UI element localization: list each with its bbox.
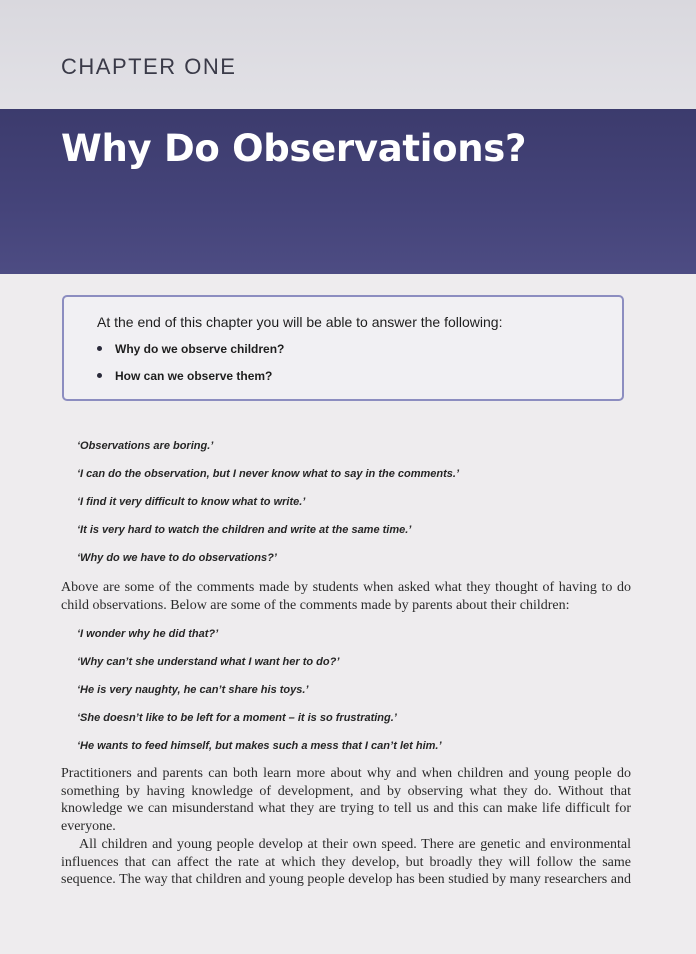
objectives-list bbox=[97, 341, 284, 395]
student-quote: ‘Why do we have to do observations?’ bbox=[77, 552, 277, 564]
bullet-icon bbox=[97, 346, 102, 351]
parent-quote: ‘She doesn’t like to be left for a moment – it is so frustrating.’ bbox=[77, 712, 397, 724]
text-line: everyone. bbox=[61, 818, 116, 834]
text-line: Practitioners and parents can both learn more about why and when children and young people do bbox=[61, 766, 631, 781]
student-quote: ‘I find it very difficult to know what to write.’ bbox=[77, 496, 306, 508]
learning-objectives-box bbox=[62, 295, 624, 401]
bullet-icon bbox=[97, 373, 102, 378]
objectives-intro: At the end of this chapter you will be able to answer the following: bbox=[97, 314, 503, 330]
parent-quote: ‘He is very naughty, he can’t share his toys.’ bbox=[77, 684, 309, 696]
body-paragraph-2 bbox=[61, 836, 631, 889]
student-quote: ‘I can do the observation, but I never know what to say in the comments.’ bbox=[77, 468, 460, 480]
chapter-title-band bbox=[0, 109, 696, 274]
chapter-title: Why Do Observations? bbox=[61, 127, 527, 170]
parent-quote: ‘Why can’t she understand what I want her to do?’ bbox=[77, 656, 340, 668]
text-line: Above are some of the comments made by students when asked what they thought of having to do bbox=[61, 580, 631, 595]
text-line: knowledge we can misunderstand what they are trying to tell us and this can make life difficult for bbox=[61, 801, 631, 816]
objective-text: Why do we observe children? bbox=[115, 342, 285, 356]
student-quote: ‘It is very hard to watch the children and write at the same time.’ bbox=[77, 524, 412, 536]
text-line: child observations. Below are some of the comments made by parents about their children: bbox=[61, 597, 570, 613]
objective-item bbox=[97, 341, 284, 368]
student-quote: ‘Observations are boring.’ bbox=[77, 440, 214, 452]
transition-paragraph bbox=[61, 579, 631, 614]
page-top-margin bbox=[0, 0, 696, 109]
objective-item bbox=[97, 368, 284, 395]
chapter-label: CHAPTER ONE bbox=[61, 54, 237, 79]
objective-text: How can we observe them? bbox=[115, 369, 273, 383]
text-line: All children and young people develop at their own speed. There are genetic and environmental bbox=[79, 837, 631, 852]
parent-quote: ‘I wonder why he did that?’ bbox=[77, 628, 219, 640]
body-paragraph-1 bbox=[61, 765, 631, 835]
parent-quote: ‘He wants to feed himself, but makes such a mess that I can’t let him.’ bbox=[77, 740, 442, 752]
text-line: something by having knowledge of development, and by observing what they do. Without that bbox=[61, 783, 631, 799]
text-line: influences that can affect the rate at which they develop, but broadly they will follow the same bbox=[61, 854, 631, 870]
text-line: sequence. The way that children and young people develop has been studied by many researchers and bbox=[61, 872, 631, 887]
